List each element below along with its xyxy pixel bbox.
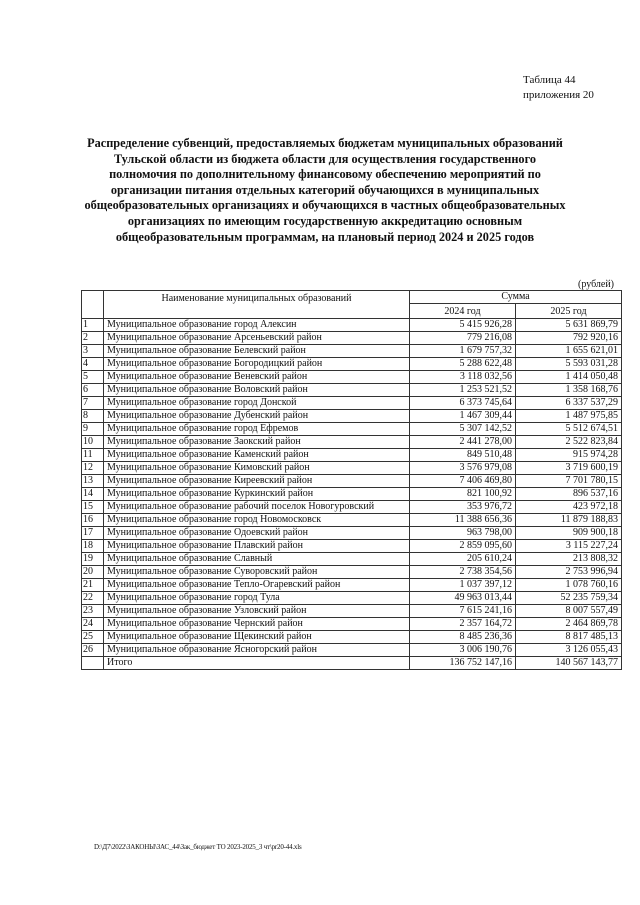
row-amount-2025: 909 900,18 bbox=[516, 527, 622, 540]
row-amount-2025: 5 631 869,79 bbox=[516, 319, 622, 332]
header-index-cell bbox=[82, 291, 104, 319]
row-amount-2025: 5 512 674,51 bbox=[516, 423, 622, 436]
row-municipality: Муниципальное образование город Новомосковск bbox=[104, 514, 410, 527]
row-amount-2025: 2 522 823,84 bbox=[516, 436, 622, 449]
table-row bbox=[82, 332, 622, 345]
row-amount-2024: 5 415 926,28 bbox=[410, 319, 516, 332]
row-index: 17 bbox=[82, 527, 104, 540]
row-amount-2024: 1 467 309,44 bbox=[410, 410, 516, 423]
row-amount-2025: 3 126 055,43 bbox=[516, 644, 622, 657]
table-row bbox=[82, 644, 622, 657]
row-municipality: Муниципальное образование Суворовский район bbox=[104, 566, 410, 579]
row-index: 22 bbox=[82, 592, 104, 605]
row-amount-2024: 3 118 032,56 bbox=[410, 371, 516, 384]
row-amount-2024: 1 253 521,52 bbox=[410, 384, 516, 397]
document-title: Распределение субвенций, предоставляемых бюджетам муниципальных образований Тульской области из бюджета области для осуществления государственного полномочия по дополнительному финансовому обеспечению мероприятий по организации питания отдельных категорий обучающихся в муниципальных общеобразовательных организациях и обучающихся в частных общеобразовательных организациях по имеющим государственную аккредитацию основным общеобразовательным программам, на плановый период 2024 и 2025 годов bbox=[84, 136, 566, 244]
row-amount-2024: 7 406 469,80 bbox=[410, 475, 516, 488]
row-municipality: Муниципальное образование город Тула bbox=[104, 592, 410, 605]
row-amount-2024: 849 510,48 bbox=[410, 449, 516, 462]
table-row bbox=[82, 436, 622, 449]
row-index: 13 bbox=[82, 475, 104, 488]
row-municipality: Муниципальное образование Киреевский район bbox=[104, 475, 410, 488]
row-amount-2025: 8 817 485,13 bbox=[516, 631, 622, 644]
row-amount-2025: 6 337 537,29 bbox=[516, 397, 622, 410]
row-amount-2024: 11 388 656,36 bbox=[410, 514, 516, 527]
table-row bbox=[82, 631, 622, 644]
row-amount-2025: 3 719 600,19 bbox=[516, 462, 622, 475]
row-amount-2024: 353 976,72 bbox=[410, 501, 516, 514]
table-row bbox=[82, 514, 622, 527]
row-index: 20 bbox=[82, 566, 104, 579]
row-index: 5 bbox=[82, 371, 104, 384]
row-municipality: Муниципальное образование Кимовский район bbox=[104, 462, 410, 475]
table-number: Таблица 44 bbox=[523, 74, 576, 86]
row-municipality: Муниципальное образование город Ефремов bbox=[104, 423, 410, 436]
row-municipality: Муниципальное образование Плавский район bbox=[104, 540, 410, 553]
subsidy-table bbox=[81, 290, 622, 670]
row-amount-2024: 779 216,08 bbox=[410, 332, 516, 345]
row-municipality: Муниципальное образование Богородицкий район bbox=[104, 358, 410, 371]
row-municipality: Муниципальное образование Воловский район bbox=[104, 384, 410, 397]
table-row bbox=[82, 358, 622, 371]
row-municipality: Муниципальное образование город Донской bbox=[104, 397, 410, 410]
row-amount-2025: 5 593 031,28 bbox=[516, 358, 622, 371]
row-amount-2025: 2 464 869,78 bbox=[516, 618, 622, 631]
row-amount-2024: 2 441 278,00 bbox=[410, 436, 516, 449]
row-index: 3 bbox=[82, 345, 104, 358]
row-amount-2024: 5 307 142,52 bbox=[410, 423, 516, 436]
table-row bbox=[82, 371, 622, 384]
row-municipality: Муниципальное образование Тепло-Огаревский район bbox=[104, 579, 410, 592]
row-amount-2025: 1 358 168,76 bbox=[516, 384, 622, 397]
table-row bbox=[82, 319, 622, 332]
table-row bbox=[82, 566, 622, 579]
unit-label: (рублей) bbox=[578, 279, 615, 290]
table-row bbox=[82, 592, 622, 605]
table-row bbox=[82, 423, 622, 436]
row-amount-2024: 6 373 745,64 bbox=[410, 397, 516, 410]
row-amount-2024: 49 963 013,44 bbox=[410, 592, 516, 605]
row-index: 8 bbox=[82, 410, 104, 423]
total-2024: 136 752 147,16 bbox=[410, 657, 516, 670]
row-index: 23 bbox=[82, 605, 104, 618]
row-amount-2024: 3 006 190,76 bbox=[410, 644, 516, 657]
row-index: 12 bbox=[82, 462, 104, 475]
row-index: 1 bbox=[82, 319, 104, 332]
table-row bbox=[82, 579, 622, 592]
row-municipality: Муниципальное образование Одоевский район bbox=[104, 527, 410, 540]
appendix-number: приложения 20 bbox=[523, 89, 594, 101]
header-sum: Сумма bbox=[410, 291, 622, 304]
row-index: 15 bbox=[82, 501, 104, 514]
total-2025: 140 567 143,77 bbox=[516, 657, 622, 670]
row-municipality: Муниципальное образование Узловский район bbox=[104, 605, 410, 618]
row-index: 25 bbox=[82, 631, 104, 644]
row-amount-2025: 896 537,16 bbox=[516, 488, 622, 501]
row-index: 21 bbox=[82, 579, 104, 592]
row-index: 18 bbox=[82, 540, 104, 553]
row-index: 19 bbox=[82, 553, 104, 566]
row-municipality: Муниципальное образование Дубенский район bbox=[104, 410, 410, 423]
total-row bbox=[82, 657, 622, 670]
row-index: 14 bbox=[82, 488, 104, 501]
row-index: 6 bbox=[82, 384, 104, 397]
row-index: 2 bbox=[82, 332, 104, 345]
row-amount-2025: 8 007 557,49 bbox=[516, 605, 622, 618]
row-index: 9 bbox=[82, 423, 104, 436]
table-row bbox=[82, 449, 622, 462]
row-amount-2024: 2 859 095,60 bbox=[410, 540, 516, 553]
row-amount-2024: 2 738 354,56 bbox=[410, 566, 516, 579]
row-amount-2025: 52 235 759,34 bbox=[516, 592, 622, 605]
row-municipality: Муниципальное образование Каменский район bbox=[104, 449, 410, 462]
header-name: Наименование муниципальных образований bbox=[104, 291, 410, 319]
row-index: 16 bbox=[82, 514, 104, 527]
table-row bbox=[82, 501, 622, 514]
row-municipality: Муниципальное образование Белевский район bbox=[104, 345, 410, 358]
row-amount-2025: 3 115 227,24 bbox=[516, 540, 622, 553]
row-amount-2025: 1 078 760,16 bbox=[516, 579, 622, 592]
header-year-2025: 2025 год bbox=[516, 304, 622, 319]
row-amount-2025: 915 974,28 bbox=[516, 449, 622, 462]
row-index: 24 bbox=[82, 618, 104, 631]
table-row bbox=[82, 475, 622, 488]
total-index bbox=[82, 657, 104, 670]
row-index: 4 bbox=[82, 358, 104, 371]
row-municipality: Муниципальное образование Славный bbox=[104, 553, 410, 566]
row-amount-2024: 5 288 622,48 bbox=[410, 358, 516, 371]
row-amount-2025: 1 655 621,01 bbox=[516, 345, 622, 358]
row-amount-2025: 11 879 188,83 bbox=[516, 514, 622, 527]
row-amount-2024: 205 610,24 bbox=[410, 553, 516, 566]
row-municipality: Муниципальное образование Щекинский район bbox=[104, 631, 410, 644]
row-municipality: Муниципальное образование Веневский район bbox=[104, 371, 410, 384]
row-municipality: Муниципальное образование Куркинский район bbox=[104, 488, 410, 501]
row-amount-2025: 1 414 050,48 bbox=[516, 371, 622, 384]
table-row bbox=[82, 553, 622, 566]
table-row bbox=[82, 345, 622, 358]
file-path-footer: D:\Д7\2022\ЗАКОНЫ\ЗАС_44\Зак_бюджет ТО 2023-2025_3 чт\pr20-44.xls bbox=[94, 843, 302, 851]
row-index: 11 bbox=[82, 449, 104, 462]
table-reference bbox=[523, 73, 594, 103]
row-municipality: Муниципальное образование Заокский район bbox=[104, 436, 410, 449]
row-amount-2024: 8 485 236,36 bbox=[410, 631, 516, 644]
row-amount-2024: 963 798,00 bbox=[410, 527, 516, 540]
row-municipality: Муниципальное образование рабочий поселок Новогуровский bbox=[104, 501, 410, 514]
row-amount-2024: 2 357 164,72 bbox=[410, 618, 516, 631]
total-label: Итого bbox=[104, 657, 410, 670]
row-amount-2024: 821 100,92 bbox=[410, 488, 516, 501]
table-row bbox=[82, 397, 622, 410]
row-municipality: Муниципальное образование Чернский район bbox=[104, 618, 410, 631]
row-municipality: Муниципальное образование город Алексин bbox=[104, 319, 410, 332]
row-amount-2025: 7 701 780,15 bbox=[516, 475, 622, 488]
table-row bbox=[82, 410, 622, 423]
header-row bbox=[82, 291, 622, 304]
row-amount-2025: 423 972,18 bbox=[516, 501, 622, 514]
row-index: 26 bbox=[82, 644, 104, 657]
row-amount-2025: 1 487 975,85 bbox=[516, 410, 622, 423]
row-amount-2024: 3 576 979,08 bbox=[410, 462, 516, 475]
table-row bbox=[82, 384, 622, 397]
row-amount-2025: 2 753 996,94 bbox=[516, 566, 622, 579]
row-index: 7 bbox=[82, 397, 104, 410]
table-row bbox=[82, 605, 622, 618]
table-row bbox=[82, 462, 622, 475]
row-amount-2025: 792 920,16 bbox=[516, 332, 622, 345]
row-index: 10 bbox=[82, 436, 104, 449]
row-amount-2024: 1 037 397,12 bbox=[410, 579, 516, 592]
table-row bbox=[82, 488, 622, 501]
row-municipality: Муниципальное образование Ясногорский район bbox=[104, 644, 410, 657]
table-row bbox=[82, 540, 622, 553]
table-row bbox=[82, 527, 622, 540]
row-amount-2025: 213 808,32 bbox=[516, 553, 622, 566]
row-amount-2024: 1 679 757,32 bbox=[410, 345, 516, 358]
header-year-2024: 2024 год bbox=[410, 304, 516, 319]
row-municipality: Муниципальное образование Арсеньевский район bbox=[104, 332, 410, 345]
row-amount-2024: 7 615 241,16 bbox=[410, 605, 516, 618]
table-row bbox=[82, 618, 622, 631]
